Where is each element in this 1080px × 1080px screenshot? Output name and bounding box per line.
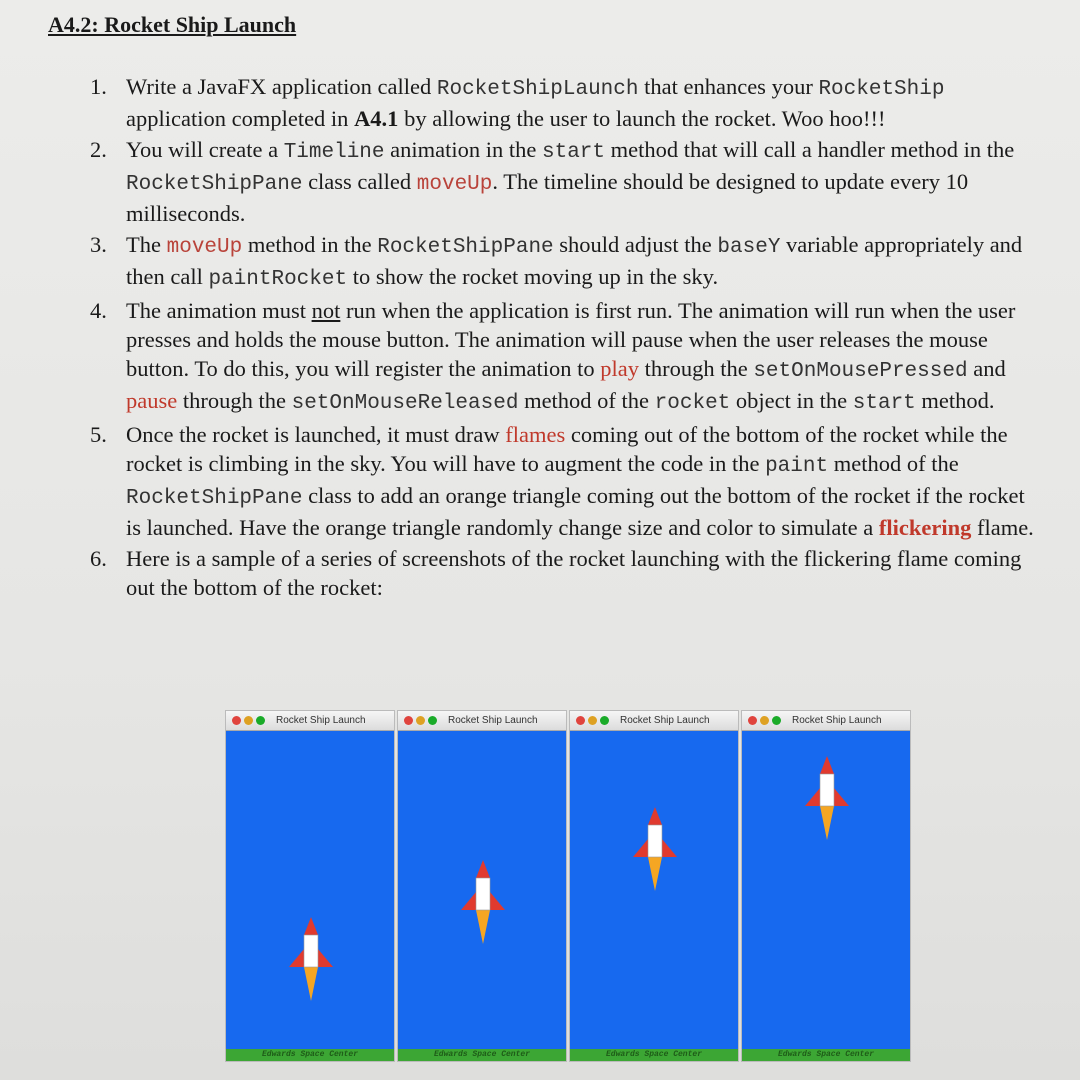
list-item-text: method. (915, 388, 995, 413)
list-item-text: Once the rocket is launched, it must draw (126, 422, 506, 447)
ground-label: Edwards Space Center (226, 1049, 394, 1061)
list-item-number: 1. (90, 74, 107, 99)
list-item-text: Timeline (283, 141, 385, 164)
ground-label: Edwards Space Center (742, 1049, 910, 1061)
list-item-text: setOnMouseReleased (291, 392, 519, 415)
list-item-number: 4. (90, 298, 107, 323)
list-item-text: class to add an orange triangle coming out the bottom of the rocket if the rocket is launched. Have the orange triangle randomly change size and color to simulate a (126, 483, 1025, 540)
sky (570, 731, 738, 1049)
list-item-text: through the (638, 356, 754, 381)
list-item-text: and (967, 356, 1006, 381)
ground-label: Edwards Space Center (398, 1049, 566, 1061)
list-item-text: method of the (518, 388, 655, 413)
list-item-text: run when the application is first run. The animation will run when the user presses and holds the mouse button. The animation will pause when the user releases the mouse button. To do this, you will register the animation to (126, 298, 1016, 381)
list-item-text: You will create a (126, 137, 284, 162)
list-item-text: flames (505, 422, 566, 447)
list-item (80, 72, 1040, 133)
window-control-icon (760, 716, 769, 725)
rocket-body (304, 935, 318, 967)
sky (398, 731, 566, 1049)
list-item-text: moveUp (416, 173, 493, 196)
list-item-text: . The timeline should be designed to update every 10 milliseconds. (126, 169, 969, 226)
rocket-icon (803, 754, 851, 844)
flame-icon (820, 806, 834, 840)
window-control-icon (256, 716, 265, 725)
window-control-icon (428, 716, 437, 725)
list-item-text: flame. (971, 515, 1034, 540)
window-title: Rocket Ship Launch (792, 715, 882, 726)
window-control-icon (404, 716, 413, 725)
list-item-text: setOnMousePressed (753, 360, 968, 383)
screenshot-window (569, 710, 739, 1062)
rocket-icon (631, 805, 679, 895)
window-control-icon (232, 716, 241, 725)
list-item-text: by allowing the user to launch the rocket. Woo hoo!!! (398, 106, 886, 131)
window-control-icon (576, 716, 585, 725)
list-item-text: paintRocket (208, 268, 348, 291)
list-item-text: start (852, 392, 916, 415)
window-title: Rocket Ship Launch (448, 715, 538, 726)
window-titlebar (570, 711, 738, 731)
list-item-text: class called (302, 169, 417, 194)
list-item-text: The (126, 232, 167, 257)
list-item-text: through the (177, 388, 292, 413)
list-item-text: rocket (654, 392, 731, 415)
rocket-body (648, 825, 662, 857)
list-item-text: animation in the (384, 137, 542, 162)
sky (226, 731, 394, 1049)
list-item-number: 3. (90, 232, 107, 257)
flame-icon (304, 967, 318, 1001)
window-control-icon (244, 716, 253, 725)
task-list (80, 72, 1040, 604)
window-titlebar (742, 711, 910, 731)
window-control-icon (772, 716, 781, 725)
window-titlebar (226, 711, 394, 731)
list-item-text: method in the (242, 232, 378, 257)
list-item (80, 230, 1040, 294)
window-control-icon (588, 716, 597, 725)
window-title: Rocket Ship Launch (276, 715, 366, 726)
list-item-text: should adjust the (553, 232, 718, 257)
list-item-number: 2. (90, 137, 107, 162)
list-item (80, 296, 1040, 418)
rocket-nose (476, 860, 490, 878)
list-item-text: to show the rocket moving up in the sky. (347, 264, 719, 289)
list-item-text: not (311, 298, 341, 323)
list-item-text: object in the (730, 388, 853, 413)
list-item-text: A4.1 (354, 106, 399, 131)
flame-icon (648, 857, 662, 891)
rocket-icon (459, 858, 507, 948)
list-item-text: flickering (878, 515, 972, 540)
list-item-text: pause (126, 388, 178, 413)
rocket-nose (648, 807, 662, 825)
list-item-text: method that will call a handler method in the (605, 137, 1015, 162)
list-item (80, 544, 1040, 602)
list-item-text: RocketShip (818, 78, 945, 101)
window-control-icon (416, 716, 425, 725)
list-item-text: Here is a sample of a series of screenshots of the rocket launching with the flickering flame coming out the bottom of the rocket: (126, 546, 1022, 600)
list-item-text: start (541, 141, 605, 164)
list-item-text: method of the (828, 451, 959, 476)
window-control-icon (600, 716, 609, 725)
rocket-nose (304, 917, 318, 935)
ground-label: Edwards Space Center (570, 1049, 738, 1061)
list-item-text: RocketShipLaunch (436, 78, 639, 101)
rocket-body (820, 774, 834, 806)
list-item-text: play (600, 356, 639, 381)
list-item-number: 5. (90, 422, 107, 447)
list-item-text: coming out of the bottom of the rocket while the rocket is climbing in the sky. You will have to augment the code in the (126, 422, 1008, 476)
rocket-icon (287, 915, 335, 1005)
list-item (80, 420, 1040, 542)
list-item-text: RocketShipPane (126, 487, 303, 510)
list-item-text: variable appropriately and then call (126, 232, 1023, 289)
flame-icon (476, 910, 490, 944)
window-titlebar (398, 711, 566, 731)
page-title: A4.2: Rocket Ship Launch (48, 12, 297, 37)
list-item-text: that enhances your (638, 74, 819, 99)
list-item-text: application completed in (126, 106, 355, 131)
list-item-text: baseY (717, 236, 781, 259)
screenshot-window (741, 710, 911, 1062)
list-item (80, 135, 1040, 228)
list-item-text: moveUp (166, 236, 243, 259)
list-item-text: Write a JavaFX application called (126, 74, 437, 99)
window-control-icon (748, 716, 757, 725)
rocket-body (476, 878, 490, 910)
list-item-text: RocketShipPane (126, 173, 303, 196)
list-item-number: 6. (90, 546, 107, 571)
screenshot-window (225, 710, 395, 1062)
sky (742, 731, 910, 1049)
list-item-text: The animation must (126, 298, 312, 323)
screenshot-window (397, 710, 567, 1062)
window-title: Rocket Ship Launch (620, 715, 710, 726)
list-item-text: paint (765, 455, 829, 478)
rocket-nose (820, 756, 834, 774)
list-item-text: RocketShipPane (377, 236, 554, 259)
